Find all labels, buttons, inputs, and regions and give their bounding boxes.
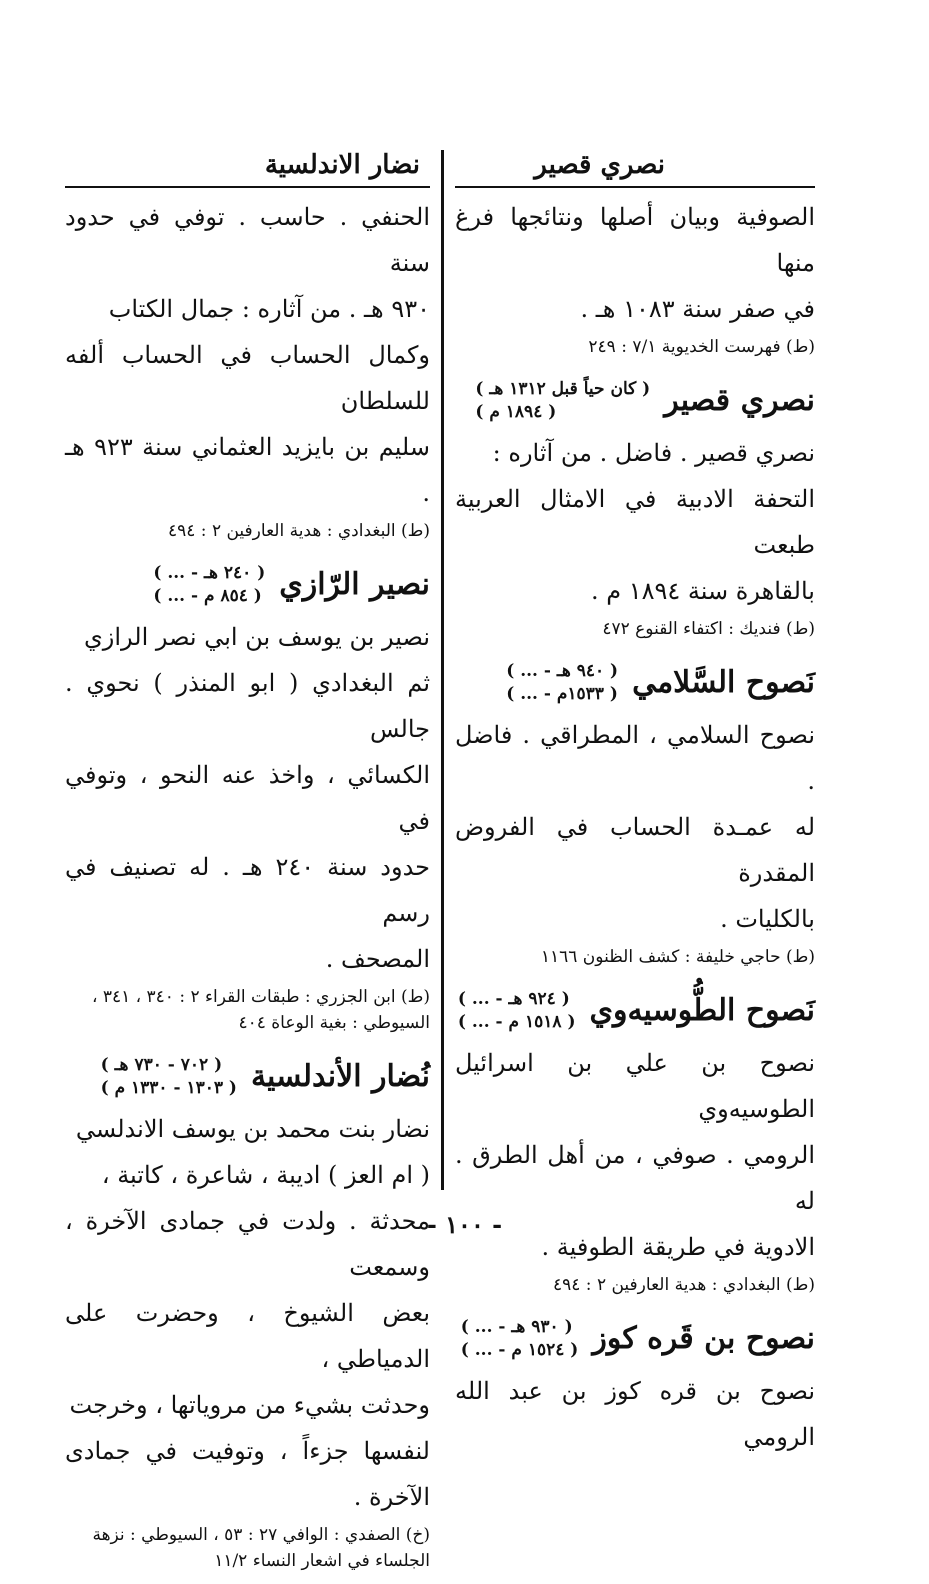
paragraph-line: نصوح بن علي بن اسرائيل الطوسيه‌وي (455, 1049, 815, 1123)
source-citation: (خ) الصفدي : الوافي ٢٧ : ٥٣ ، السيوطي : نزهة الجلساء في اشعار النساء ١١/٢ (92, 1525, 430, 1571)
entry-dates (153, 562, 265, 608)
source-citation: (ط) فهرست الخديوية ٧/١ : ٢٤٩ (588, 337, 815, 357)
source-citation: (ط) البغدادي : هدية العارفين ٢ : ٤٩٤ (552, 1275, 815, 1295)
paragraph-line: نصير بن يوسف بن ابي نصر الرازي (83, 623, 430, 651)
right-column (455, 150, 815, 1460)
paragraph-line: وحدثت بشيء من مروياتها ، وخرجت (69, 1391, 430, 1419)
paragraph-line: في صفر سنة ١٠٨٣ هـ . (580, 295, 815, 323)
entry-dates (458, 988, 576, 1034)
paragraph-line: بالكليات . (720, 905, 815, 933)
running-header-right: نصري قصير (455, 150, 815, 188)
gregorian-date: ( ... - ١٥١٨ م ) (457, 1012, 576, 1032)
paragraph-line: له عمـدة الحساب في الفروض المقدرة (455, 813, 815, 887)
entry-heading (65, 1054, 430, 1100)
source-citation: (ط) حاجي خليفة : كشف الظنون ١١٦٦ (540, 947, 815, 967)
entry-dates (101, 1054, 237, 1100)
paragraph-line: الرومي . صوفي ، من أهل الطرق . له (455, 1141, 815, 1215)
source-citation: (ط) فنديك : اكتفاء القنوع ٤٧٢ (602, 619, 815, 639)
paragraph-line: الصوفية وبيان أصلها ونتائجها فرغ منها (455, 203, 815, 277)
paragraph-line: التحفة الادبية في الامثال العربية طبعت (455, 485, 815, 559)
hijri-date: ( ٧٠٢ - ٧٣٠ هـ ) (100, 1055, 223, 1075)
running-header-left: نضار الاندلسية (65, 150, 430, 188)
hijri-date: ( كان حياً قبل ١٣١٢ هـ ) (475, 379, 651, 399)
gregorian-date: ( ... - ١٥٣٣م ) (506, 684, 618, 704)
paragraph-line: الكسائي ، واخذ عنه النحو ، وتوفي في (65, 761, 430, 835)
entry-heading (455, 988, 815, 1034)
paragraph-line: وكمال الحساب في الحساب ألفه للسلطان (65, 341, 430, 415)
paragraph-line: محدثة . ولدت في جمادى الآخرة ، وسمعت (65, 1207, 430, 1281)
gregorian-date: ( ... - ١٥٢٤ م ) (460, 1340, 579, 1360)
paragraph-line: المصحف . (325, 945, 430, 973)
paragraph-line: نضار بنت محمد بن يوسف الاندلسي (75, 1115, 430, 1143)
hijri-date: ( ... - ٢٤٠ هـ ) (153, 563, 266, 583)
entry-dates (461, 1316, 579, 1362)
entry-name: نصوح بن قَره كوز (592, 1321, 815, 1356)
paragraph-line: بالقاهرة سنة ١٨٩٤ م . (590, 577, 815, 605)
gregorian-date: ( ... - ٨٥٤ م ) (153, 586, 262, 606)
entry-name: نصير الرّازي (279, 567, 430, 602)
hijri-date: ( ... - ٩٢٤ هـ ) (457, 989, 570, 1009)
page-number: - ١٠٠ - (426, 1210, 503, 1239)
entry-name: نصري قصير (664, 383, 815, 418)
paragraph-line: سليم بن بايزيد العثماني سنة ٩٢٣ هـ . (65, 433, 430, 507)
source-citation: (ط) البغدادي : هدية العارفين ٢ : ٤٩٤ (167, 521, 430, 541)
paragraph-line: نصري قصير . فاضل . من آثاره : (492, 439, 815, 467)
gregorian-date: ( ١٨٩٤ م ) (475, 402, 557, 422)
entry-dates (475, 378, 650, 424)
paragraph-line: الادوية في طريقة الطوفية . (541, 1233, 815, 1261)
hijri-date: ( ... - ٩٤٠ هـ ) (506, 661, 619, 681)
entry-dates (506, 660, 618, 706)
paragraph-line: ( ام العز ) اديبة ، شاعرة ، كاتبة ، (101, 1161, 430, 1189)
entry-name: نُضار الأندلسية (250, 1059, 430, 1094)
hijri-date: ( ... - ٩٣٠ هـ ) (460, 1317, 573, 1337)
entry-heading (455, 378, 815, 424)
gregorian-date: ( ١٣٠٣ - ١٣٣٠ م ) (100, 1078, 237, 1098)
column-divider (441, 150, 444, 1190)
entry-heading (455, 1316, 815, 1362)
entry-name: نَصوح الطُّوسيه‌وي (589, 993, 815, 1028)
paragraph-line: لنفسها جزءاً ، وتوفيت في جمادى الآخرة . (65, 1437, 430, 1511)
entry-heading (65, 562, 430, 608)
paragraph-line: نصوح بن قره كوز بن عبد الله الرومي (455, 1377, 815, 1451)
source-citation: (ط) ابن الجزري : طبقات القراء ٢ : ٣٤٠ ، ٣٤١ ، السيوطي : بغية الوعاة ٤٠٤ (91, 987, 430, 1033)
paragraph-line: ٩٣٠ هـ . من آثاره : جمال الكتاب (108, 295, 430, 323)
paragraph-line: الحنفي . حاسب . توفي في حدود سنة (65, 203, 430, 277)
entry-name: نَصوح السَّلامي (632, 665, 815, 700)
entry-heading (455, 660, 815, 706)
paragraph-line: بعض الشيوخ ، وحضرت على الدمياطي ، (65, 1299, 430, 1373)
paragraph-line: حدود سنة ٢٤٠ هـ . له تصنيف في رسم (65, 853, 431, 927)
paragraph-line: نصوح السلامي ، المطراقي . فاضل . (455, 721, 815, 795)
paragraph-line: ثم البغدادي ( ابو المنذر ) نحوي . جالس (65, 669, 430, 743)
left-column (65, 150, 430, 1584)
